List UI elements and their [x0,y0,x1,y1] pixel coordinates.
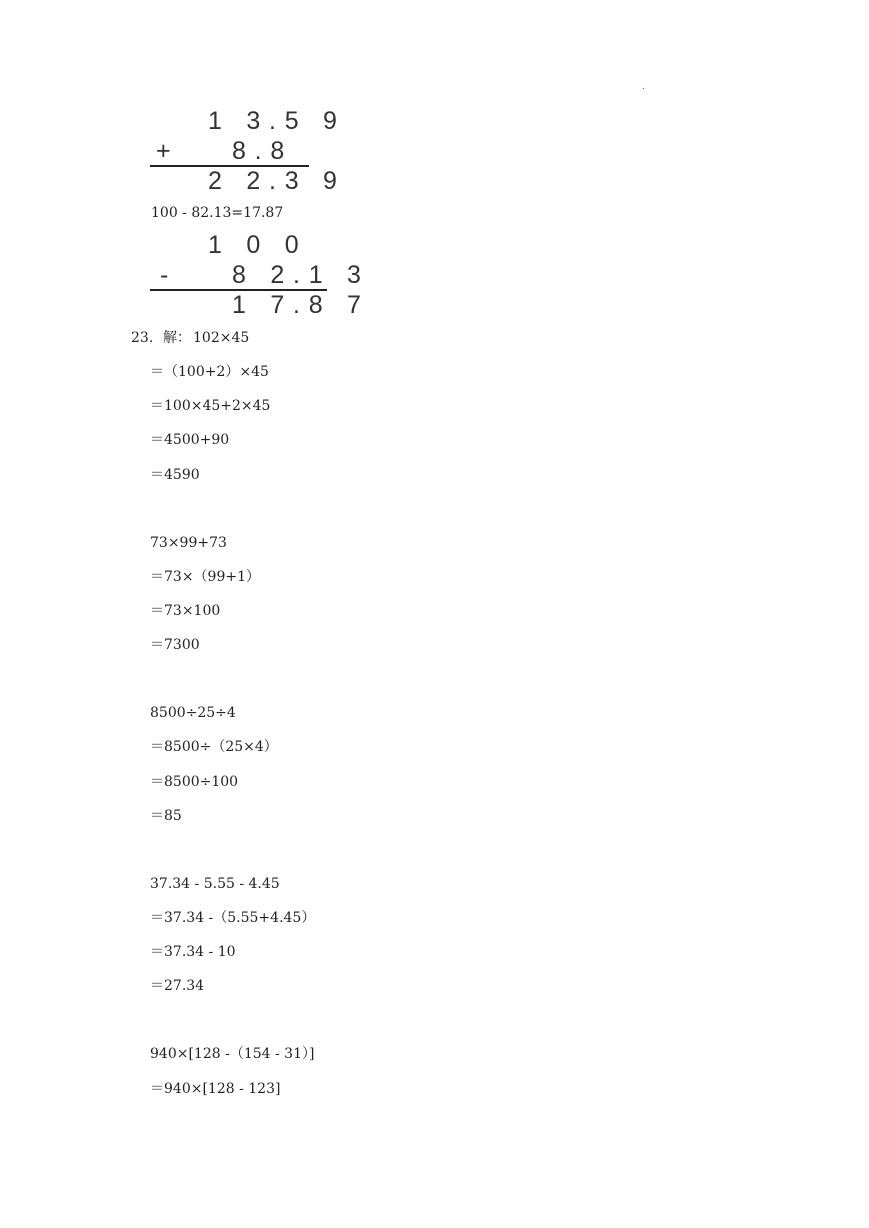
subtraction-operator: - [160,261,178,289]
calc-line: ＝27.34 [150,978,205,994]
calc-line: ＝37.34 -（5.55+4.45） [150,910,316,926]
calc-line: ＝73×（99+1） [150,569,260,585]
vertical-addition [150,106,346,196]
calc-line: ＝37.34 - 10 [150,944,236,960]
calc-line: 8500÷25÷4 [150,705,236,721]
page-mark: . [642,82,645,92]
calc-line: ＝8500÷（25×4） [150,739,278,755]
calc-line: ＝8500÷100 [150,774,239,790]
calc-line: ＝4590 [150,467,200,483]
calc-line: 73×99+73 [150,535,227,551]
calc-line: 102×45 [193,330,250,346]
addition-result: 2 2.3 9 [208,167,346,195]
problem-number: 23. [131,330,154,346]
subtraction-top-operand: 1 0 0 [208,231,308,259]
calc-line: ＝73×100 [150,603,221,619]
addition-operator: + [156,137,180,165]
calc-line: ＝4500+90 [150,432,230,448]
calc-line: 37.34 - 5.55 - 4.45 [150,876,280,892]
calc-line: ＝100×45+2×45 [150,398,271,414]
calc-line: ＝7300 [150,637,200,653]
subtraction-equation: 100 - 82.13=17.87 [151,205,284,221]
subtraction-result: 1 7.8 7 [232,291,370,319]
addition-bottom-operand: 8.8 [232,137,294,165]
addition-top-operand: 1 3.5 9 [208,107,346,135]
calc-line: ＝940×[128 - 123] [150,1081,281,1097]
vertical-subtraction [150,230,370,320]
calc-line: ＝（100+2）×45 [150,364,269,380]
solution-label: 解： [163,330,191,346]
calc-line: ＝85 [150,808,182,824]
calc-line: 940×[128 -（154 - 31）] [150,1046,315,1062]
subtraction-bottom-operand: 8 2.1 3 [232,261,370,289]
